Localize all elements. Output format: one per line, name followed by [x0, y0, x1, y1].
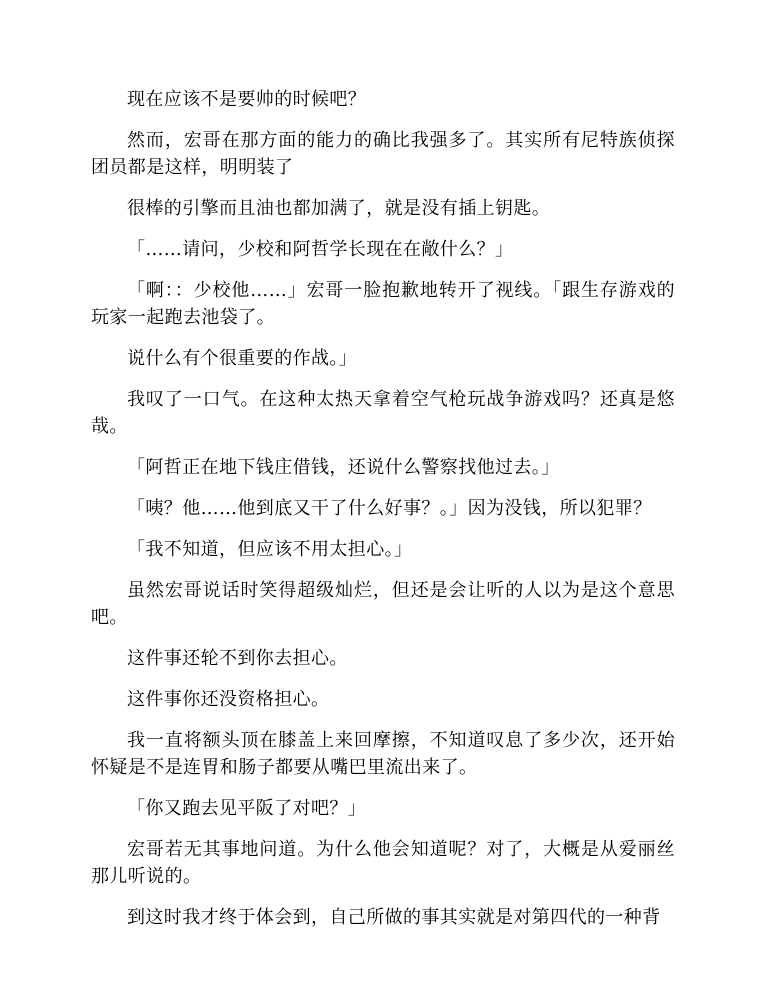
- paragraph: 「……请问，少校和阿哲学长现在在敞什么？」: [127, 239, 514, 260]
- paragraph: 现在应该不是要帅的时候吧？: [127, 89, 367, 110]
- paragraph: 我一直将额头顶在膝盖上来回摩擦，不知道叹息了多少次，还开始怀疑是不是连胃和肠子都要从嘴巴里流出来了。: [91, 730, 675, 778]
- paragraph: 这件事你还没资格担心。: [127, 689, 330, 710]
- paragraph: 「咦？他……他到底又干了什么好事？。」因为没钱，所以犯罪？: [127, 498, 652, 519]
- paragraph: 我叹了一口气。在这种太热天拿着空气枪玩战争游戏吗？还真是悠哉。: [91, 389, 675, 437]
- paragraph: 「啊：：少校他……」宏哥一脸抱歉地转开了视线。「跟生存游戏的玩家一起跑去池袋了。: [91, 280, 675, 328]
- paragraph: 很棒的引擎而且油也都加满了，就是没有插上钥匙。: [127, 198, 551, 219]
- paragraph: 「你又跑去见平阪了对吧？」: [127, 798, 367, 819]
- paragraph: 这件事还轮不到你去担心。: [127, 648, 348, 669]
- paragraph: 「我不知道，但应该不用太担心。」: [127, 539, 413, 560]
- paragraph: 「阿哲正在地下钱庄借钱，还说什么警察找他过去。」: [127, 457, 560, 478]
- paragraph: 然而，宏哥在那方面的能力的确比我强多了。其实所有尼特族侦探团员都是这样，明明装了: [91, 130, 675, 178]
- paragraph: 说什么有个很重要的作战。」: [127, 348, 358, 369]
- paragraph: 虽然宏哥说话时笑得超级灿烂，但还是会让听的人以为是这个意思吧。: [91, 580, 675, 628]
- paragraph: 宏哥若无其事地问道。为什么他会知道呢？对了，大概是从爱丽丝那儿听说的。: [91, 839, 675, 887]
- text-column: [91, 86, 675, 945]
- paragraph: 到这时我才终于体会到，自己所做的事其实就是对第四代的一种背: [127, 907, 661, 928]
